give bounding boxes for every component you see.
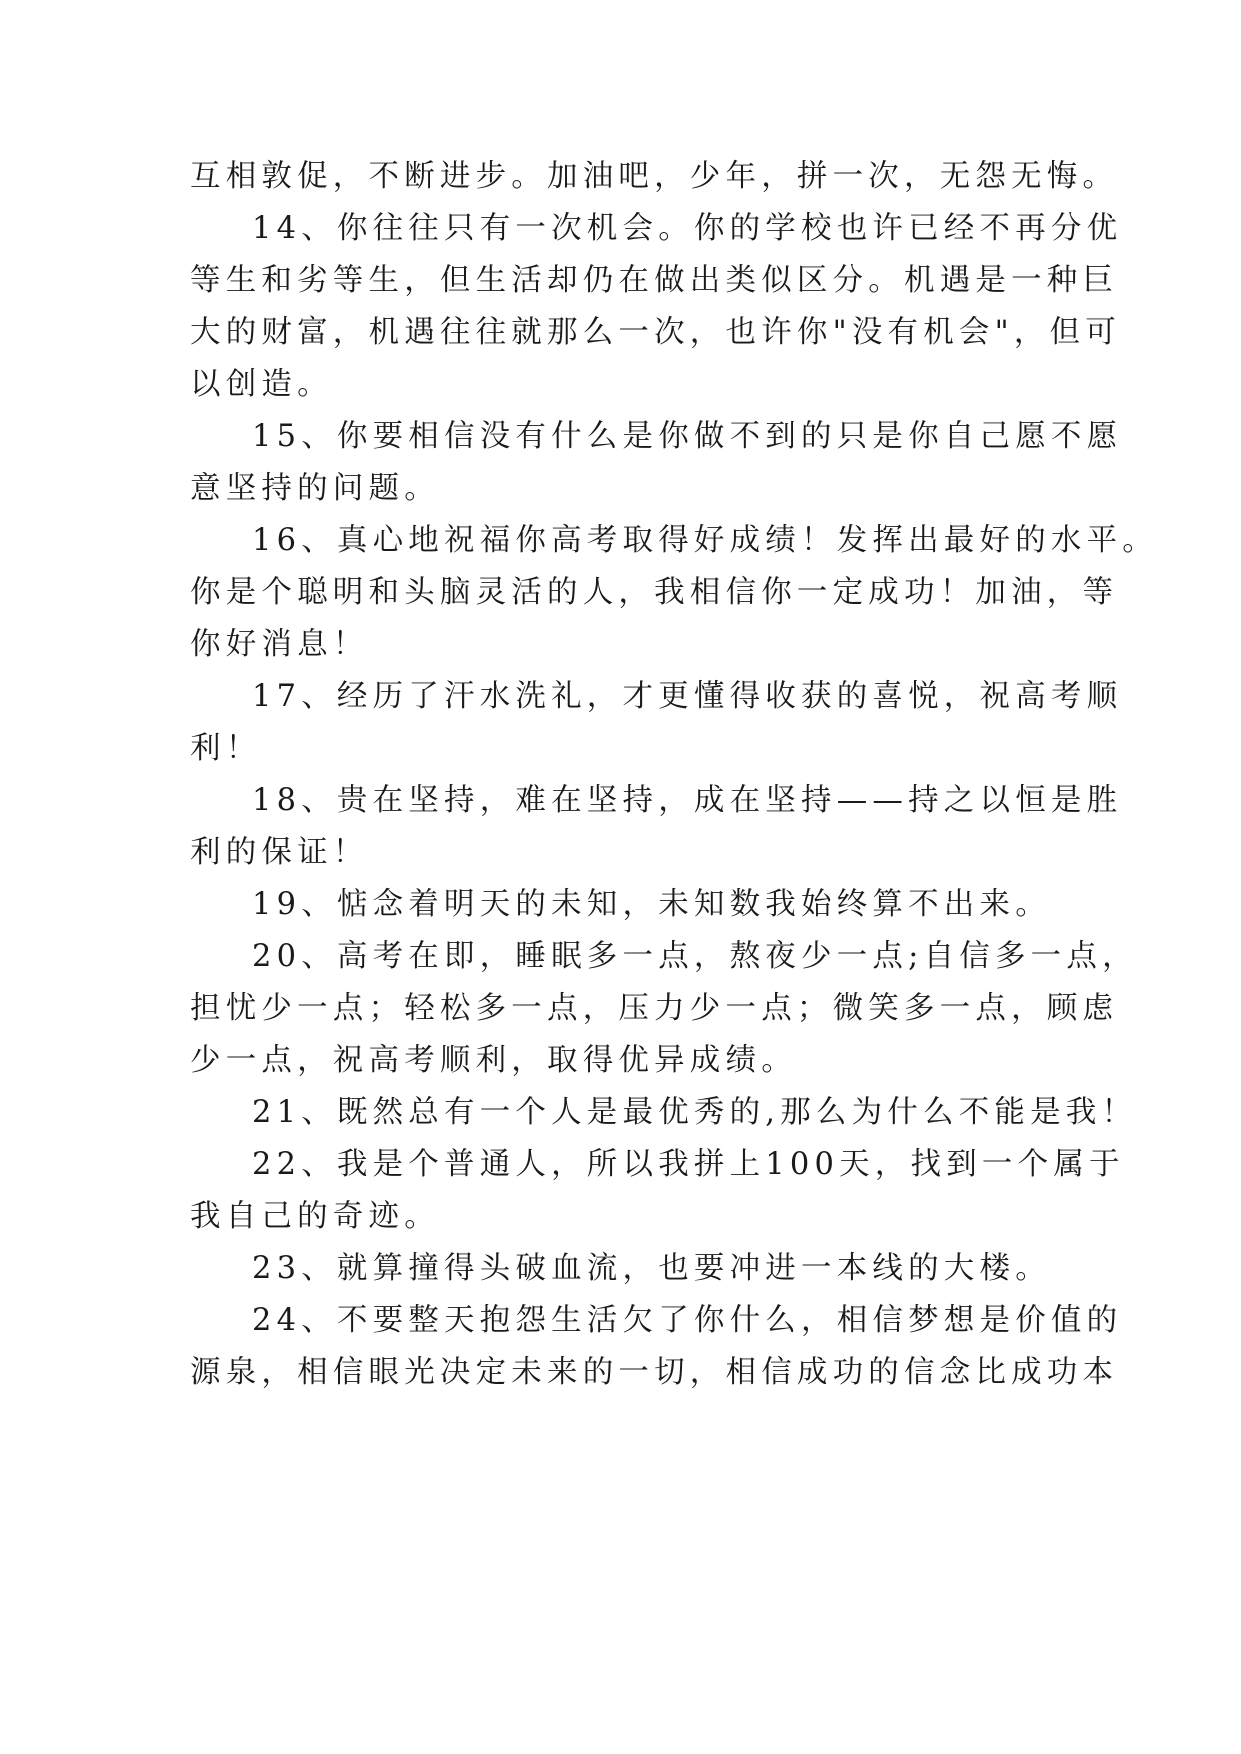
text-line: 我自己的奇迹。: [190, 1199, 440, 1234]
text-line: 16、真心地祝福你高考取得好成绩！发挥出最好的水平。: [252, 523, 1159, 558]
text-line: 14、你往往只有一次机会。你的学校也许已经不再分优: [252, 211, 1123, 246]
text-line: 大的财富，机遇往往就那么一次，也许你"没有机会"，但可: [190, 315, 1121, 350]
text-line: 互相敦促，不断进步。加油吧，少年，拼一次，无怨无悔。: [190, 159, 1119, 194]
text-line: 24、不要整天抱怨生活欠了你什么，相信梦想是价值的: [252, 1303, 1123, 1338]
text-line: 21、既然总有一个人是最优秀的,那么为什么不能是我！: [252, 1095, 1138, 1130]
text-line: 你是个聪明和头脑灵活的人，我相信你一定成功！加油，等: [190, 575, 1119, 610]
text-line: 15、你要相信没有什么是你做不到的只是你自己愿不愿: [252, 419, 1123, 454]
text-line: 利！: [190, 731, 262, 766]
text-line: 18、贵在坚持，难在坚持，成在坚持——持之以恒是胜: [252, 783, 1123, 818]
text-line: 22、我是个普通人，所以我拼上100天，找到一个属于: [252, 1147, 1125, 1182]
text-line: 少一点，祝高考顺利，取得优异成绩。: [190, 1043, 797, 1078]
text-line: 19、惦念着明天的未知，未知数我始终算不出来。: [252, 887, 1051, 922]
text-line: 你好消息！: [190, 627, 369, 662]
text-line: 以创造。: [190, 367, 333, 402]
text-line: 意坚持的问题。: [190, 471, 440, 506]
text-line: 17、经历了汗水洗礼，才更懂得收获的喜悦，祝高考顺: [252, 679, 1123, 714]
text-line: 源泉，相信眼光决定未来的一切，相信成功的信念比成功本: [190, 1355, 1119, 1390]
text-line: 等生和劣等生，但生活却仍在做出类似区分。机遇是一种巨: [190, 263, 1119, 298]
text-line: 担忧少一点；轻松多一点，压力少一点；微笑多一点，顾虑: [190, 991, 1119, 1026]
text-line: 利的保证！: [190, 835, 369, 870]
text-line: 20、高考在即，睡眠多一点，熬夜少一点;自信多一点，: [252, 939, 1138, 974]
text-line: 23、就算撞得头破血流，也要冲进一本线的大楼。: [252, 1251, 1051, 1286]
